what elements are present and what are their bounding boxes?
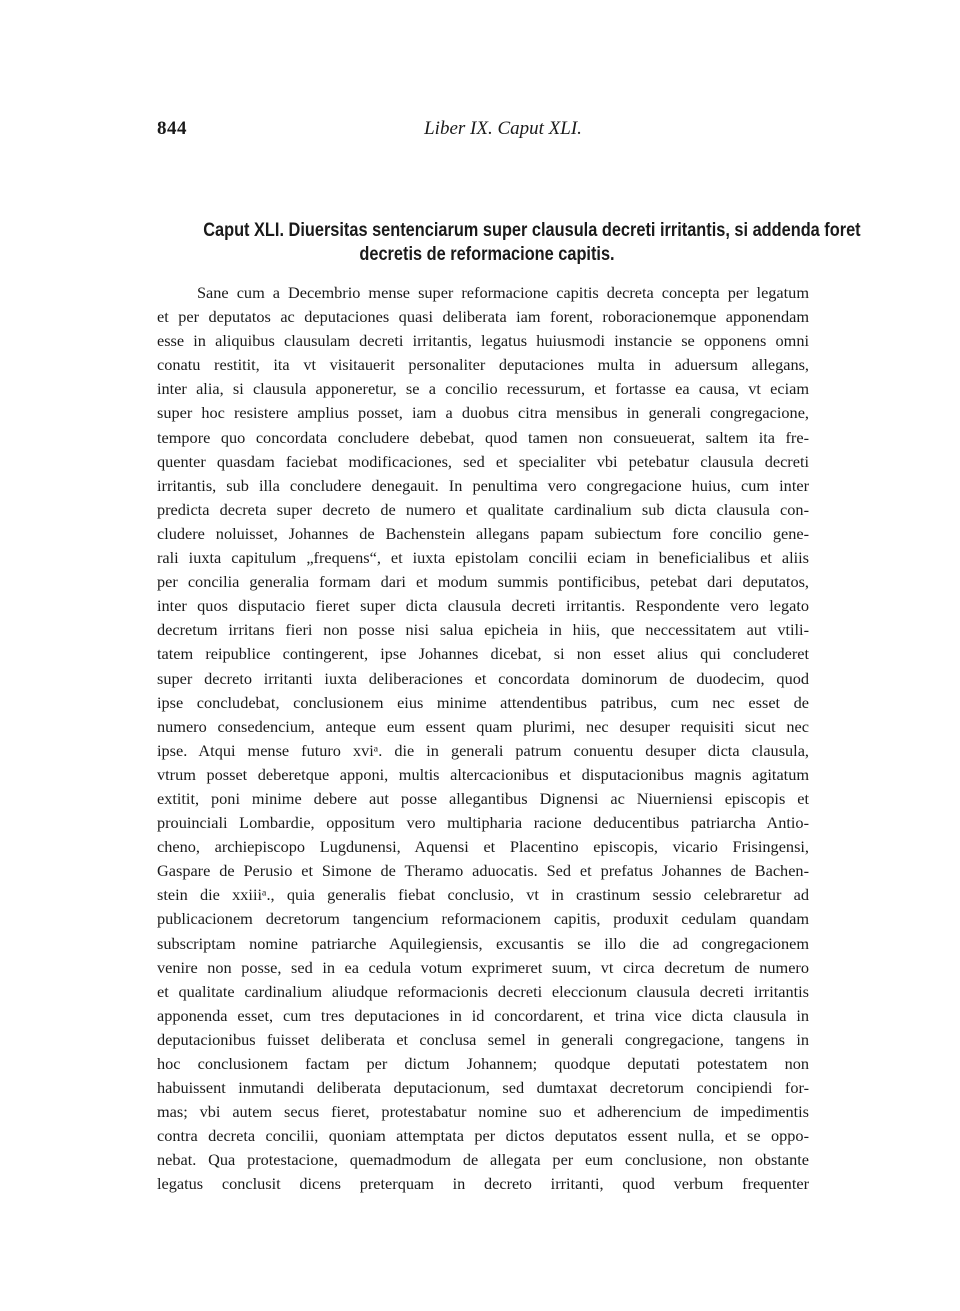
text-line: extitit, poni minime debere aut posse allegantibus Dignensi ac Niuerniensi episcopis et xyxy=(157,788,809,808)
text-line: rali iuxta capitulum „frequens“, et iuxta epistolam concilii eciam in beneficialibus et aliis xyxy=(157,548,809,568)
text-line: esse in aliquibus clausulam decreti irritantis, legatus huiusmodi instancie se opponens omni xyxy=(157,331,809,351)
text-line: et qualitate cardinalium aliudque reformacionis decreti eleccionum clausula decreti irritantis xyxy=(157,981,809,1001)
text-line: ipse concludebat, conclusionem eius minime attendentibus patribus, cum nec esset de xyxy=(157,692,809,712)
text-line: deputacionibus fuisset deliberata et conclusa semel in generali congregacione, tangens in xyxy=(157,1029,809,1049)
text-line: subscriptam nomine patriarche Aquilegiensis, excusantis se illo die ad congregacionem xyxy=(157,933,809,953)
text-line: inter quos disputacio fieret super dicta clausula decreti irritantis. Respondente vero legato xyxy=(157,596,809,616)
page-number: 844 xyxy=(157,118,187,139)
text-line: apponenda esset, cum tres deputaciones in id concordarent, et trina vice dicta clausula in xyxy=(157,1005,809,1025)
text-line: numero consedencium, anteque eum essent quam plurimi, nec desuper requisiti sicut nec xyxy=(157,716,809,736)
body-text xyxy=(157,281,809,1197)
text-line: prouinciali Lombardie, oppositum vero multipharia racione deducentibus patriarcha Antio- xyxy=(157,813,809,833)
chapter-heading-line: Caput XLI. Diuersitas sentenciarum super clausula decreti irritantis, si addenda foret xyxy=(203,220,861,241)
text-line: quenter quasdam faciebat modificaciones, sed et specialiter vbi petebatur clausula decreti xyxy=(157,451,809,471)
chapter-heading-line: decretis de reformacione capitis. xyxy=(359,244,615,265)
text-line: super hoc resistere amplius posset, iam a duobus citra mensibus in generali congregacione, xyxy=(157,403,809,423)
text-line: legatus conclusit dicens preterquam in decreto irritanti, quod verbum frequenter xyxy=(157,1174,809,1194)
text-line: conatu restitit, ita vt visitauerit personaliter deputaciones multa in aduersum allegans, xyxy=(157,355,809,375)
text-line: Sane cum a Decembrio mense super reformacione capitis decreta concepta per legatum xyxy=(197,283,809,302)
text-line: et per deputatos ac deputaciones quasi deliberata iam forent, roboracionemque apponendam xyxy=(157,307,809,327)
text-line: publicacionem decretorum tangencium reformacionem capitis, produxit cedulam quandam xyxy=(157,909,809,929)
text-line: mas; vbi autem secus fieret, protestabatur nomine suo et adherencium de impedimentis xyxy=(157,1102,809,1122)
text-line: hoc conclusionem factam per dictum Johannem; quodque deputati potestatem non xyxy=(157,1054,809,1073)
text-line: irritantis, sub illa concludere denegauit. In penultima vero congregacione huius, cum inter xyxy=(157,475,809,495)
text-line: Gaspare de Perusio et Simone de Theramo aduocatis. Sed et prefatus Johannes de Bachen- xyxy=(157,861,809,881)
text-line: per concilia generalia formam dari et modum summis pontificibus, petebat dari deputatos, xyxy=(157,572,809,592)
running-head xyxy=(157,118,809,144)
text-line: super decreto irritanti iuxta deliberaciones et concordata dominorum de duodecim, quod xyxy=(157,668,809,688)
text-line: habuissent inmutandi deliberata deputacionum, sed dumtaxat decretorum concipiendi for- xyxy=(157,1078,809,1098)
text-line: predicta decreta super decreto de numero et qualitate cardinalium sub dicta clausula con- xyxy=(157,499,809,519)
text-line: contra decreta concilii, quoniam attemptata per dictos deputatos essent nulla, et se oppo- xyxy=(157,1126,809,1146)
text-line: venire non posse, sed in ea cedula votum exprimeret suum, vt circa decretum de numero xyxy=(157,957,809,977)
text-line: cludere noluisset, Johannes de Bachenstein allegans papam subiectum fore concilio gene- xyxy=(157,523,809,543)
text-line: decretum irritans fieri non posse nisi salua epicheia in hiis, que neccessitatem aut vtili- xyxy=(157,620,809,640)
text-line: stein die xxiiiᵃ., quia generalis fiebat conclusio, vt in crastinum sessio celebraretur ad xyxy=(157,885,809,905)
text-line: nebat. Qua protestacione, quemadmodum de allegata per eum conclusione, non obstante xyxy=(157,1150,809,1170)
text-line: tempore quo concordata concludere debebat, quod tamen non consueuerat, saltem ita fre- xyxy=(157,427,809,447)
running-title: Liber IX. Caput XLI. xyxy=(424,118,582,139)
text-line: tatem reipublice contingerent, ipse Johannes dicebat, si non esset alius qui concluderet xyxy=(157,644,809,664)
text-line: vtrum posset deberetque apponi, multis altercacionibus et disputacionibus magnis agitatum xyxy=(157,764,809,784)
chapter-heading xyxy=(203,219,861,267)
text-line: inter alia, si clausula apponeretur, se a concilio recessurum, et fortasse ea causa, vt eciam xyxy=(157,379,809,399)
text-line: cheno, archiepiscopo Lugdunensi, Aquensi et Placentino episcopis, vicario Frisingensi, xyxy=(157,837,809,857)
text-line: ipse. Atqui mense futuro xviᵃ. die in generali patrum conuentu desuper dicta clausula, xyxy=(157,740,809,760)
